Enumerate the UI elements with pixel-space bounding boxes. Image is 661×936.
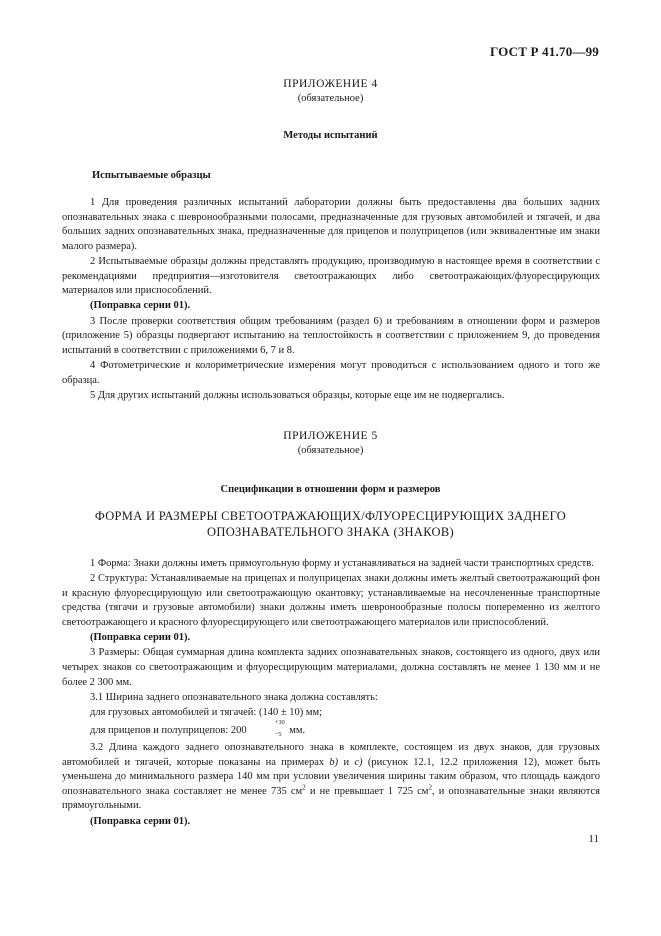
paragraph: 1 Для проведения различных испытаний лаборатории должны быть предоставлены два больших задних опознавательных знака с шевронообразными полосами, предназначенные для грузовых автомобилей и тягачей, и два больших задних опознавательных знака, предназначенные для прицепов и полуприцепов (или эквивалентные им знаки малого размера). — [62, 197, 600, 252]
appendix4-body — [62, 196, 600, 404]
appendix5-title: ПРИЛОЖЕНИЕ 5 — [283, 430, 378, 442]
appendix5-section-title: Спецификации в отношении форм и размеров — [220, 484, 441, 495]
paragraph: 5 Для других испытаний должны использоваться образцы, которые еще им не подвергались. — [90, 389, 505, 401]
amendment-note: (Поправка серии 01). — [90, 632, 191, 644]
appendix5-main-title: ФОРМА И РАЗМЕРЫ СВЕТООТРАЖАЮЩИХ/ФЛУОРЕСЦИРУЮЩИХ ЗАДНЕГО ОПОЗНАВАТЕЛЬНОГО ЗНАКА (ЗНАКОВ) — [94, 509, 567, 539]
appendix5-note: (обязательное) — [297, 445, 364, 456]
standard-number: ГОСТ Р 41.70—99 — [490, 44, 599, 59]
appendix4-note: (обязательное) — [297, 93, 364, 104]
paragraph: 3.1 Ширина заднего опознавательного знака должна составлять: — [90, 691, 378, 703]
paragraph: для грузовых автомобилей и тягачей: (140 ± 10) мм; — [90, 706, 323, 718]
appendix4-title: ПРИЛОЖЕНИЕ 4 — [283, 78, 378, 90]
paragraph: 3 Размеры: Общая суммарная длина комплекта задних опознавательных знаков, состоящего из одного, двух или четырех знаков со светоотражающим и флуоресцирующим материалами, должна составлять не менее 1 130 мм и не более 2 300 мм. — [62, 647, 600, 688]
appendix4-section-title: Методы испытаний — [283, 130, 378, 141]
paragraph-trailer-width: для прицепов и полуприцепов: 200 +30 −5 мм. — [90, 718, 306, 738]
paragraph: 4 Фотометрические и колориметрические измерения могут проводиться с использованием одного и того же образца. — [62, 359, 600, 386]
paragraph-length: 3.2 Длина каждого заднего опознавательного знака в комплекте, состоящем из двух знаков, для грузовых автомобилей и тягачей, которые показаны на примерах b) и c) (рисунок 12.1, 12.2 приложения 12), может быть уменьшена до минимального размера 140 мм при условии увеличения ширины таким образом, что площадь каждого опознавательного знака составляет не менее 735 $см^2$ и не превышает 1 725 $см^2$, и опознавательные знаки являются прямоугольными. — [62, 742, 601, 812]
appendix4-subheading: Испытываемые образцы — [92, 170, 211, 181]
paragraph: 2 Испытываемые образцы должны представлять продукцию, производимую в настоящее время в соответствии с рекомендациями предприятия—изготовителя светоотражающих либо светоотражающих/флуоресцирующих материалов или приспособлений. — [62, 255, 600, 297]
amendment-note: (Поправка серии 01). — [90, 300, 191, 312]
paragraph: 3 После проверки соответствия общим требованиям (раздел 6) и требованиям в отношении форм и размеров (приложение 5) образцы подвергают испытанию на теплостойкость в соответствии с приложением 9, до проведения испытаний в соответствии с приложениями 6, 7 и 8. — [62, 315, 600, 356]
tolerance: +30 −5 — [274, 718, 285, 738]
page-number: 11 — [588, 833, 599, 845]
amendment-note: (Поправка серии 01). — [90, 815, 191, 827]
paragraph: 1 Форма: Знаки должны иметь прямоугольную форму и устанавливаться на задней части транспортных средств. — [90, 558, 594, 569]
paragraph: 2 Структура: Устанавливаемые на прицепах и полуприцепах знаки должны иметь желтый светоотражающий фон и красную флуоресцирующую или светоотражающую окантовку; устанавливаемые на несочлененные транспортные средства (тягачи и грузовые автомобили) знаки должны иметь шевронообразные полосы попеременно из желтого светоотражающего и красного флуоресцирующего или светоотражающего материалов или приспособлений. — [62, 573, 600, 628]
appendix5-body — [62, 557, 600, 830]
